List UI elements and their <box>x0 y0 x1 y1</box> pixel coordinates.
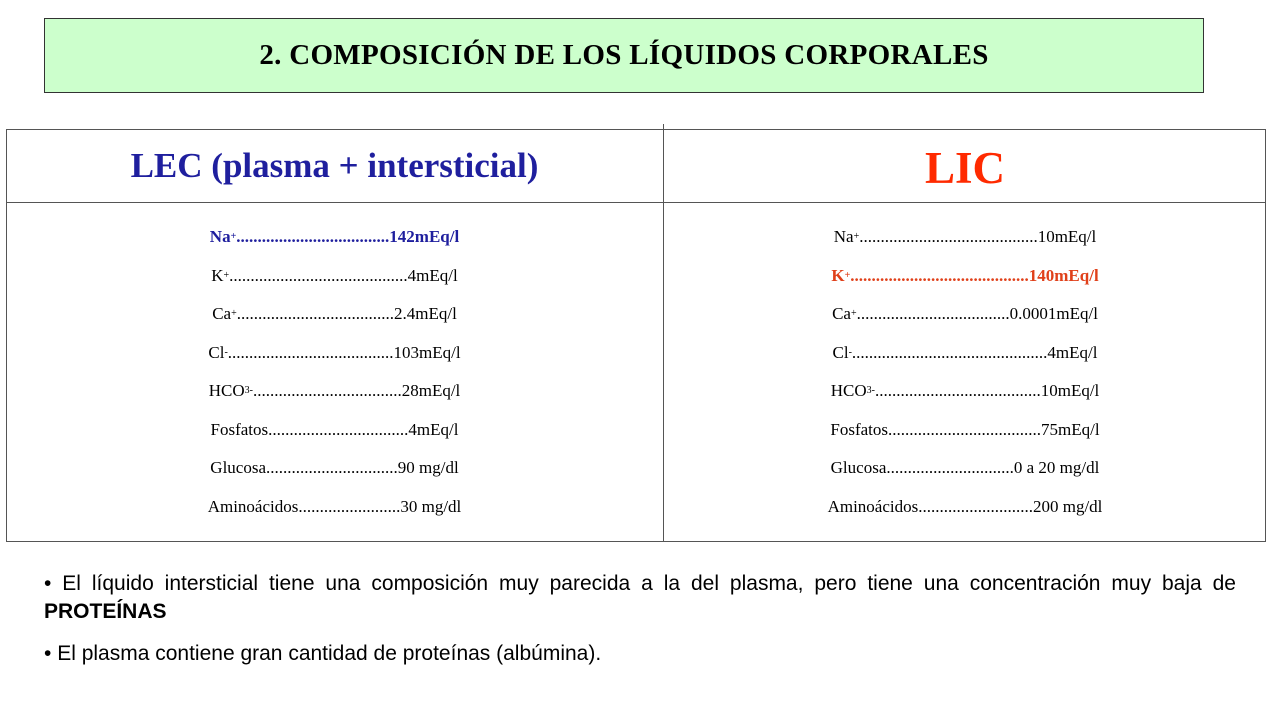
lec-row-ca: Ca + ..................................... 2.4mEq/l <box>212 304 457 324</box>
lic-rows <box>664 218 1266 526</box>
lic-heading: LIC <box>924 143 1006 193</box>
lec-rows <box>6 218 663 526</box>
bullet-text: El plasma contiene gran cantidad de proteínas (albúmina). <box>57 642 602 665</box>
lic-row-na: Na + .......................................... 10mEq/l <box>833 227 1097 247</box>
lec-row-hco3: HCO 3 - ................................... 28mEq/l <box>208 381 461 401</box>
bullet-text: El líquido intersticial tiene una composición muy parecida a la del plasma, pero tiene una concentración muy baja de <box>62 572 1236 595</box>
lic-row-cl: Cl - .............................................. 4mEq/l <box>832 342 1098 362</box>
bullet-item: • El plasma contiene gran cantidad de proteínas (albúmina). <box>44 642 602 665</box>
lec-row-fosfatos: Fosfatos ................................. 4mEq/l <box>210 419 459 439</box>
page-title: 2. COMPOSICIÓN DE LOS LÍQUIDOS CORPORALES <box>259 39 989 71</box>
lec-row-glucosa: Glucosa ............................... 90 mg/dl <box>210 458 459 478</box>
lic-row-fosfatos: Fosfatos .................................... 75mEq/l <box>830 419 1100 439</box>
header-divider <box>6 202 1266 203</box>
lec-heading: LEC (plasma + intersticial) <box>130 146 539 185</box>
title-banner <box>44 18 1204 93</box>
lic-row-ca: Ca + .................................... 0.0001mEq/l <box>832 304 1098 324</box>
lic-row-aminoacidos: Aminoácidos ........................... 200 mg/dl <box>827 496 1103 516</box>
lec-row-aminoacidos: Aminoácidos ........................ 30 mg/dl <box>207 496 462 516</box>
bullet-item: • El líquido intersticial tiene una composición muy parecida a la del plasma, pero tiene una concentración muy baja de PROTEÍNAS <box>44 572 1236 623</box>
lec-row-k: K + .......................................... 4mEq/l <box>211 265 458 285</box>
bullet-bold-text: PROTEÍNAS <box>44 600 167 623</box>
lec-row-na: Na + .................................... 142mEq/l <box>209 227 460 247</box>
lic-row-hco3: HCO 3 - ....................................... 10mEq/l <box>830 381 1100 401</box>
lic-row-glucosa: Glucosa .............................. 0 a 20 mg/dl <box>830 458 1100 478</box>
lec-row-cl: Cl - ....................................... 103mEq/l <box>208 342 461 362</box>
lic-row-k: K + .......................................... 140mEq/l <box>831 265 1099 285</box>
bullet-list <box>44 570 1236 682</box>
